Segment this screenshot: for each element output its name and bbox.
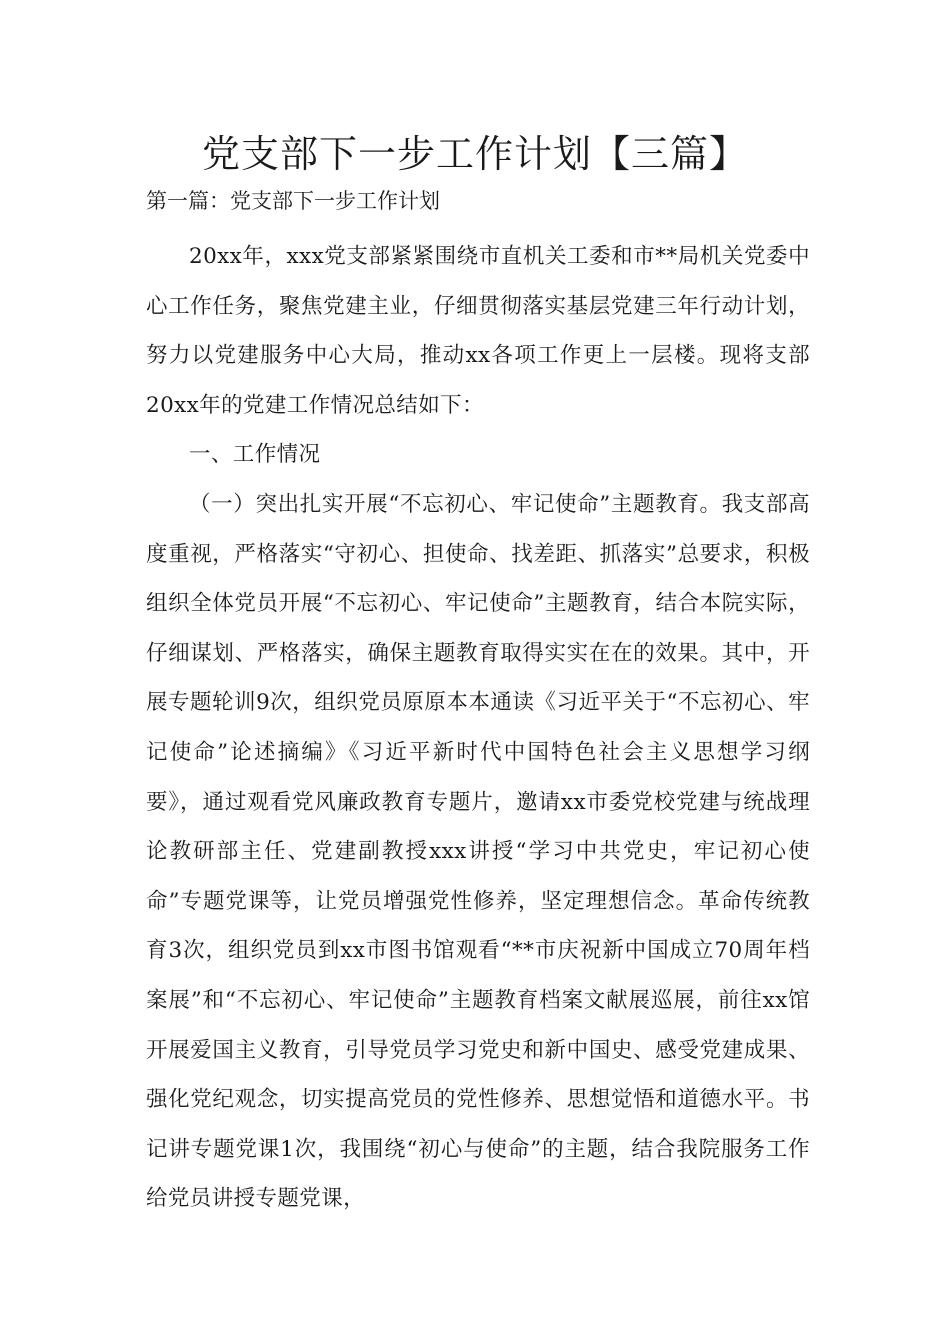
paragraph-intro: 20xx年，xxx党支部紧紧围绕市直机关工委和市**局机关党委中心工作任务，聚焦党建主业，仔细贯彻落实基层党建三年行动计划，努力以党建服务中心大局，推动xx各项工作更上一层楼。现将支部20xx年的党建工作情况总结如下： (146, 244, 810, 418)
paragraph-section-1: （一）突出扎实开展“不忘初心、牢记使命”主题教育。我支部高度重视，严格落实“守初心、担使命、找差距、抓落实”总要求，积极组织全体党员开展“不忘初心、牢记使命”主题教育，结合本院实际，仔细谋划、严格落实，确保主题教育取得实实在在的效果。其中，开展专题轮训9次，组织党员原原本本通读《习近平关于“不忘初心、牢记使命”论述摘编》《习近平新时代中国特色社会主义思想学习纲要》，通过观看党风廉政教育专题片，邀请xx市委党校党建与统战理论教研部主任、党建副教授xxx讲授“学习中共党史，牢记初心使命”专题党课等，让党员增强党性修养，坚定理想信念。革命传统教育3次，组织党员到xx市图书馆观看“**市庆祝新中国成立70周年档案展”和“不忘初心、牢记使命”主题教育档案文献展巡展，前往xx馆开展爱国主义教育，引导党员学习党史和新中国史、感受党建成果、强化党纪观念，切实提高党员的党性修养、思想觉悟和道德水平。书记讲专题党课1次，我围绕“初心与使命”的主题，结合我院服务工作给党员讲授专题党课， (146, 491, 810, 1212)
document-body (146, 232, 810, 1224)
document-title: 党支部下一步工作计划【三篇】 (201, 132, 748, 176)
section-subtitle: 第一篇：党支部下一步工作计划 (146, 189, 440, 213)
section-heading: 一、工作情况 (189, 442, 321, 468)
